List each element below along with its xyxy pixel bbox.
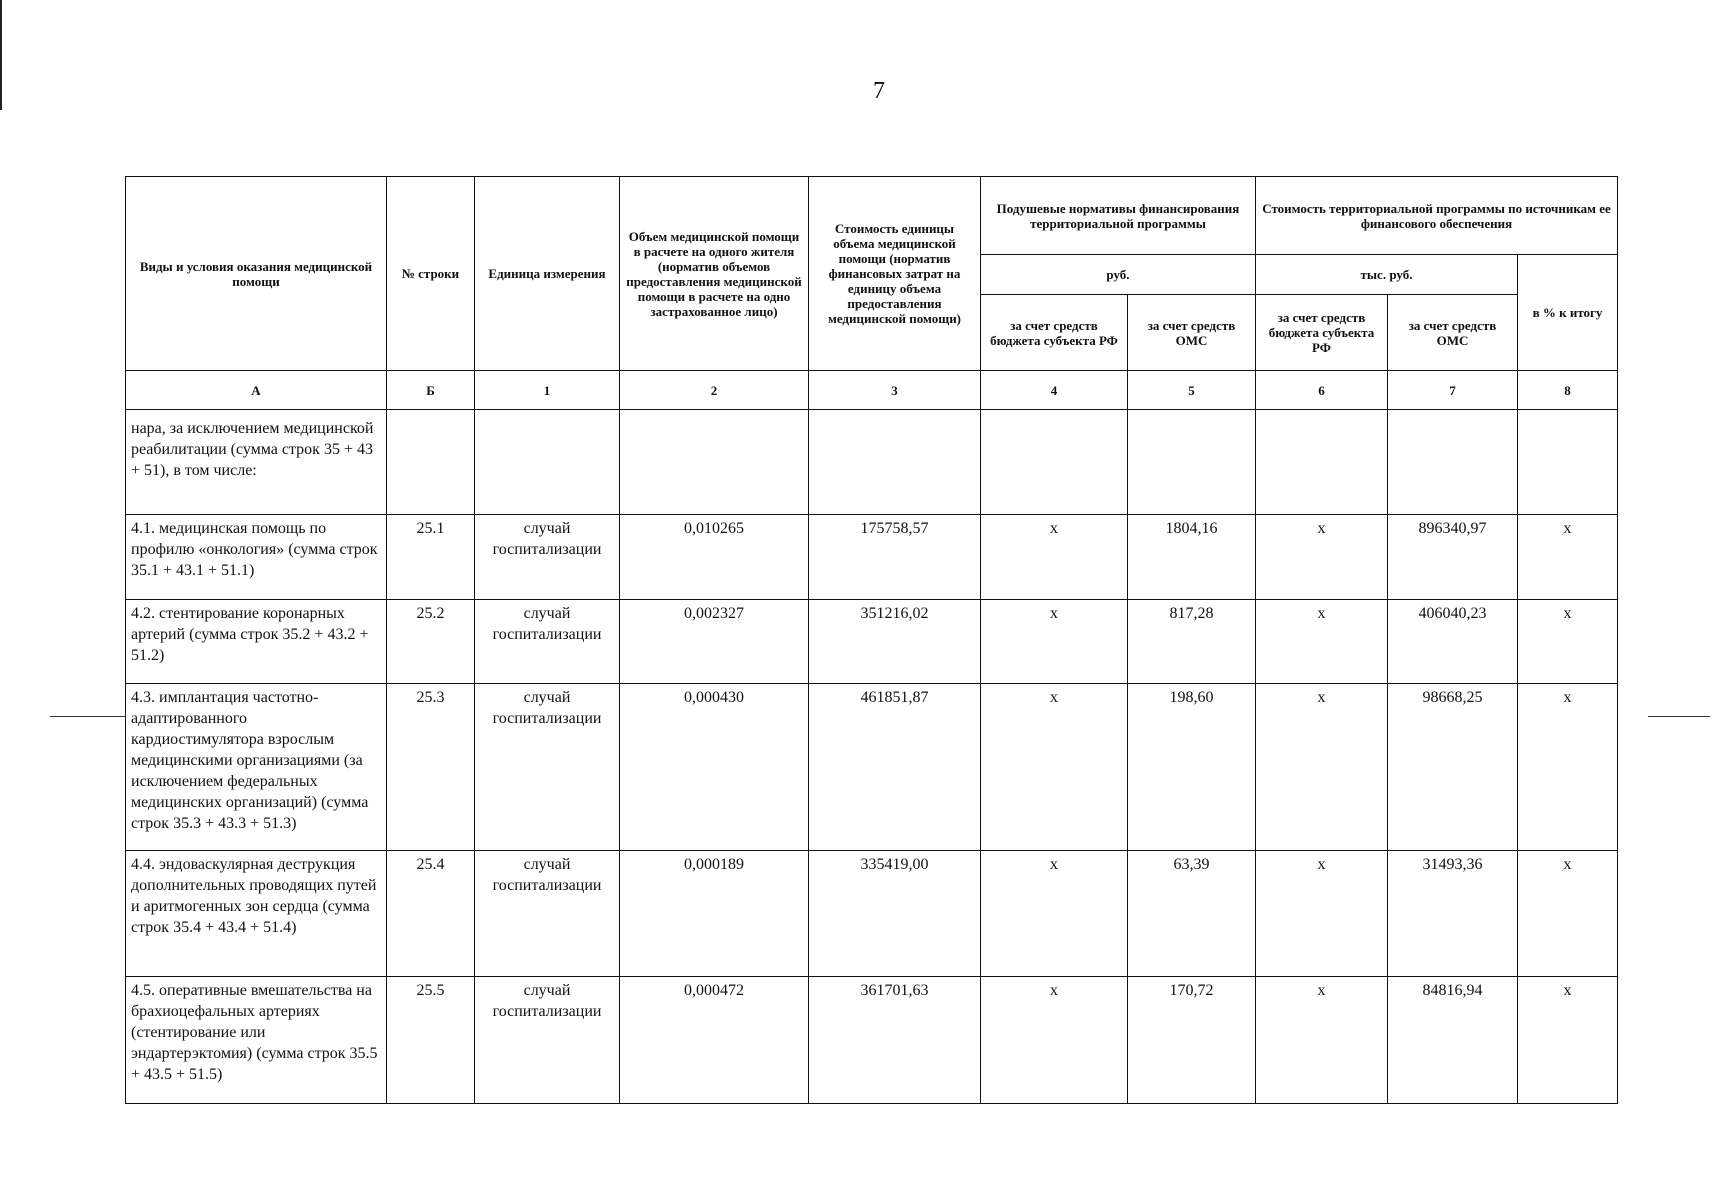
row-oms-cost: 31493,36 [1388,851,1518,977]
row-oms-norm: 198,60 [1128,684,1256,851]
index-label: 3 [809,371,981,410]
header-line-number: № строки [387,177,475,371]
row-line: 25.3 [387,684,475,851]
row-budget-norm [981,410,1128,515]
header-oms-norm: за счет средств ОМС [1128,295,1256,371]
index-label: 4 [981,371,1128,410]
header-unit: Единица измерения [475,177,620,371]
row-name: 4.5. оперативные вмешательства на брахиоцефальных артериях (стентирование или эндартерэктомия) (сумма строк 35.5 + 43.5 + 51.5) [126,977,387,1104]
row-budget-norm: х [981,684,1128,851]
row-oms-norm: 1804,16 [1128,515,1256,600]
row-unit: случай госпитализации [475,515,620,600]
row-percent: х [1518,977,1618,1104]
index-label: 6 [1256,371,1388,410]
right-margin-line [1648,716,1710,717]
row-budget-cost: х [1256,600,1388,684]
row-cost: 175758,57 [809,515,981,600]
header-unit-cost: Стоимость единицы объема медицинской помощи (норматив финансовых затрат на единицу объема предоставления медицинской помощи) [809,177,981,371]
row-oms-cost [1388,410,1518,515]
table-row [126,515,1618,600]
row-percent [1518,410,1618,515]
row-budget-cost [1256,410,1388,515]
index-label: 7 [1388,371,1518,410]
row-budget-cost: х [1256,851,1388,977]
table-row [126,410,1618,515]
row-oms-norm: 63,39 [1128,851,1256,977]
table-row [126,851,1618,977]
row-line: 25.5 [387,977,475,1104]
row-budget-cost: х [1256,684,1388,851]
header-budget-norm: за счет средств бюджета субъекта РФ [981,295,1128,371]
row-budget-norm: х [981,977,1128,1104]
row-oms-norm [1128,410,1256,515]
row-cost [809,410,981,515]
row-name: 4.3. имплантация частотно-адаптированного кардиостимулятора взрослым медицинскими организациями (за исключением федеральных медицинских организаций) (сумма строк 35.3 + 43.3 + 51.3) [126,684,387,851]
row-unit: случай госпитализации [475,600,620,684]
row-oms-norm: 817,28 [1128,600,1256,684]
row-volume: 0,000430 [620,684,809,851]
index-label: 2 [620,371,809,410]
header-unit-rub: руб. [981,255,1256,295]
left-margin-line [50,716,125,717]
page-number: 7 [873,78,885,104]
header-per-capita-group: Подушевые нормативы финансирования территориальной программы [981,177,1256,255]
row-cost: 335419,00 [809,851,981,977]
row-percent: х [1518,600,1618,684]
row-name: 4.1. медицинская помощь по профилю «онкология» (сумма строк 35.1 + 43.1 + 51.1) [126,515,387,600]
scan-edge-mark [0,0,2,110]
index-label: А [126,371,387,410]
financing-table [125,176,1618,1104]
index-label: 8 [1518,371,1618,410]
row-unit: случай госпитализации [475,851,620,977]
header-oms-cost: за счет средств ОМС [1388,295,1518,371]
row-oms-cost: 84816,94 [1388,977,1518,1104]
row-line: 25.4 [387,851,475,977]
row-budget-cost: х [1256,515,1388,600]
index-label: Б [387,371,475,410]
row-cost: 461851,87 [809,684,981,851]
table-row [126,600,1618,684]
row-name: нара, за исключением медицинской реабилитации (сумма строк 35 + 43 + 51), в том числе: [126,410,387,515]
row-cost: 351216,02 [809,600,981,684]
row-cost: 361701,63 [809,977,981,1104]
row-line: 25.2 [387,600,475,684]
row-name: 4.4. эндоваскулярная деструкция дополнительных проводящих путей и аритмогенных зон сердца (сумма строк 35.4 + 43.4 + 51.4) [126,851,387,977]
row-volume: 0,010265 [620,515,809,600]
index-label: 5 [1128,371,1256,410]
table-row [126,977,1618,1104]
row-unit: случай госпитализации [475,684,620,851]
header-unit-thousand-rub: тыс. руб. [1256,255,1518,295]
row-name: 4.2. стентирование коронарных артерий (сумма строк 35.2 + 43.2 + 51.2) [126,600,387,684]
row-budget-norm: х [981,851,1128,977]
row-oms-cost: 406040,23 [1388,600,1518,684]
row-unit: случай госпитализации [475,977,620,1104]
row-oms-norm: 170,72 [1128,977,1256,1104]
header-program-cost-group: Стоимость территориальной программы по источникам ее финансового обеспечения [1256,177,1618,255]
header-percent-of-total: в % к итогу [1518,255,1618,371]
row-volume: 0,000472 [620,977,809,1104]
table-row [126,684,1618,851]
row-volume [620,410,809,515]
header-budget-cost: за счет средств бюджета субъекта РФ [1256,295,1388,371]
index-label: 1 [475,371,620,410]
row-line: 25.1 [387,515,475,600]
row-oms-cost: 896340,97 [1388,515,1518,600]
row-budget-cost: х [1256,977,1388,1104]
row-budget-norm: х [981,515,1128,600]
row-unit [475,410,620,515]
row-volume: 0,002327 [620,600,809,684]
row-oms-cost: 98668,25 [1388,684,1518,851]
row-line [387,410,475,515]
row-budget-norm: х [981,600,1128,684]
header-kind-of-care: Виды и условия оказания медицинской помощи [126,177,387,371]
header-volume: Объем медицинской помощи в расчете на одного жителя (норматив объемов предоставления медицинской помощи в расчете на одно застрахованное лицо) [620,177,809,371]
row-volume: 0,000189 [620,851,809,977]
row-percent: х [1518,851,1618,977]
row-percent: х [1518,515,1618,600]
row-percent: х [1518,684,1618,851]
